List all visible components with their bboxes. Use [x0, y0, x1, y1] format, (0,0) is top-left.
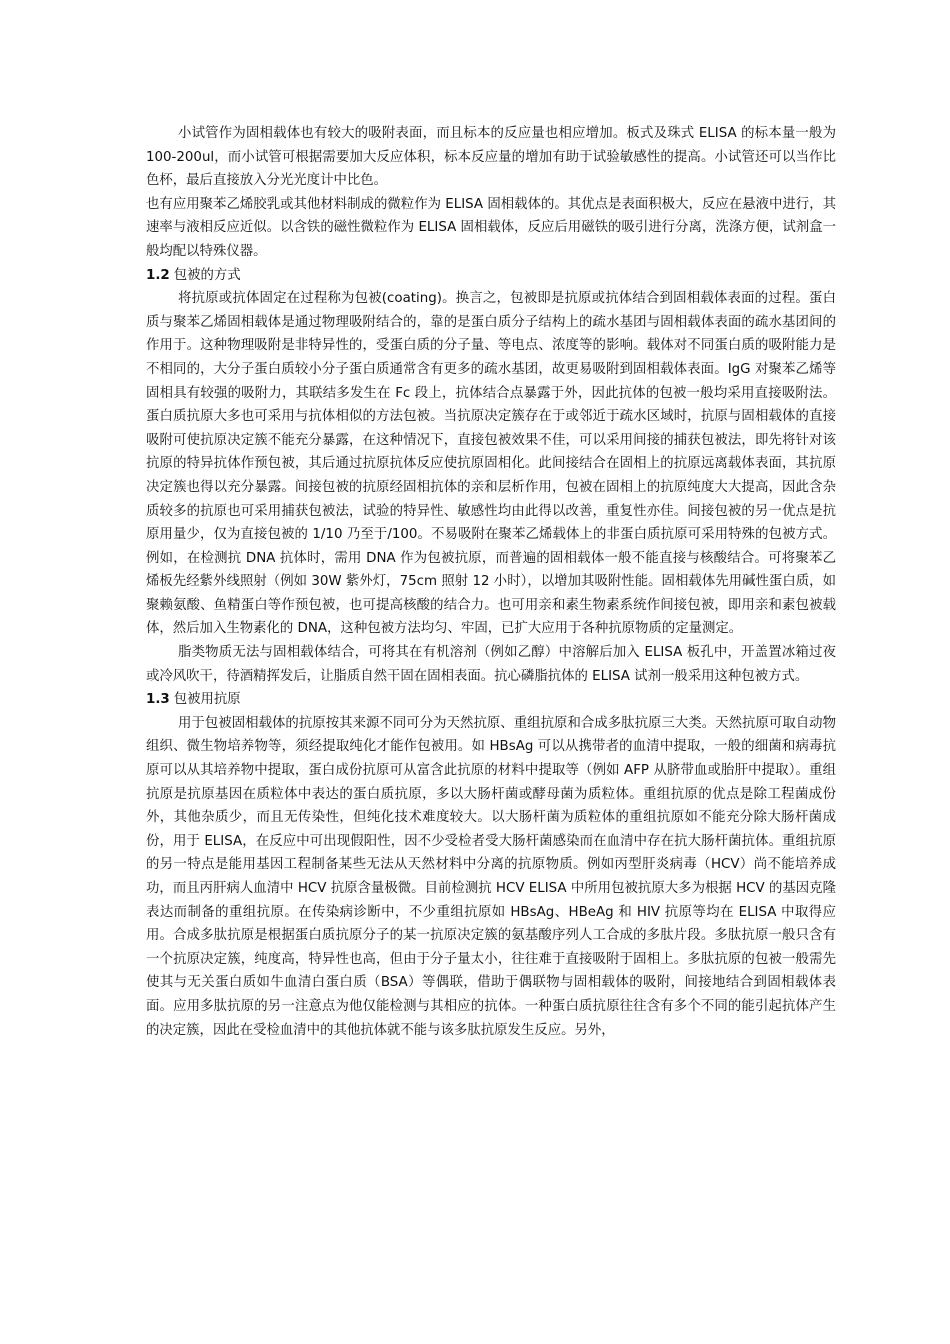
paragraph-coating-method: 将抗原或抗体固定在过程称为包被(coating)。换言之，包被即是抗原或抗体结合到固相载体表面的过程。蛋白质与聚苯乙烯固相载体是通过物理吸附结合的，靠的是蛋白质分子结构上的疏水基团与固相载体表面的疏水基团间的作用于。这种物理吸附是非特异性的，受蛋白质的分子量、等电点、浓度等的影响。载体对不同蛋白质的吸附能力是不相同的，大分子蛋白质较小分子蛋白质通常含有更多的疏水基团，故更易吸附到固相载体表面。IgG 对聚苯乙烯等固相具有较强的吸附力，其联结多发生在 Fc 段上，抗体结合点暴露于外，因此抗体的包被一般均采用直接吸附法。蛋白质抗原大多也可采用与抗体相似的方法包被。当抗原决定簇存在于或邻近于疏水区域时，抗原与固相载体的直接吸附可使抗原决定簇不能充分暴露，在这种情况下，直接包被效果不佳，可以采用间接的捕获包被法，即先将针对该抗原的特异抗体作预包被，其后通过抗原抗体反应使抗原固相化。此间接结合在固相上的抗原远离载体表面，其抗原决定簇也得以充分暴露。间接包被的抗原经固相抗体的亲和层析作用，包被在固相上的抗原纯度大大提高，因此含杂质较多的抗原也可采用捕获包被法，试验的特异性、敏感性均由此得以改善，重复性亦佳。间接包被的另一优点是抗原用量少，仅为直接包被的 1/10 乃至于/100。不易吸附在聚苯乙烯载体上的非蛋白质抗原可采用特殊的包被方式。例如，在检测抗 DNA 抗体时，需用 DNA 作为包被抗原，而普遍的固相载体一般不能直接与核酸结合。可将聚苯乙烯板先经紫外线照射（例如 30W 紫外灯，75cm 照射 12 小时），以增加其吸附性能。固相载体先用碱性蛋白质，如聚赖氨酸、鱼精蛋白等作预包被，也可提高核酸的结合力。也可用亲和素生物素系统作间接包被，即用亲和素包被载体，然后加入生物素化的 DNA，这种包被方法均匀、牢固，已扩大应用于各种抗原物质的定量测定。: [146, 291, 836, 637]
paragraph-coating-antigen: 用于包被固相载体的抗原按其来源不同可分为天然抗原、重组抗原和合成多肽抗原三大类。天然抗原可取自动物组织、微生物培养物等，须经提取纯化才能作包被用。如 HBsAg 可以从携带者的血清中提取，一般的细菌和病毒抗原可以从其培养物中提取，蛋白成份抗原可从富含此抗原的材料中提取等（例如 AFP 从脐带血或胎肝中提取）。重组抗原是抗原基因在质粒体中表达的蛋白质抗原，多以大肠杆菌或酵母菌为质粒体。重组抗原的优点是除工程菌成份外，其他杂质少，而且无传染性，但纯化技术难度较大。以大肠杆菌为质粒体的重组抗原如不能充分除大肠杆菌成份，用于 ELISA，在反应中可出现假阳性，因不少受检者受大肠杆菌感染而在血清中存在抗大肠杆菌抗体。重组抗原的另一特点是能用基因工程制备某些无法从天然材料中分离的抗原物质。例如丙型肝炎病毒（HCV）尚不能培养成功，而且丙肝病人血清中 HCV 抗原含量极微。目前检测抗 HCV ELISA 中所用包被抗原大多为根据 HCV 的基因克隆表达而制备的重组抗原。在传染病诊断中，不少重组抗原如 HBsAg、HBeAg 和 HIV 抗原等均在 ELISA 中取得应用。合成多肽抗原是根据蛋白质抗原分子的某一抗原决定簇的氨基酸序列人工合成的多肽片段。多肽抗原一般只含有一个抗原决定簇，纯度高，特异性也高，但由于分子量太小，往往难于直接吸附于固相上。多肽抗原的包被一般需先使其与无关蛋白质如牛血清白蛋白质（BSA）等偶联，借助于偶联物与固相载体的吸附，间接地结合到固相载体表面。应用多肽抗原的另一注意点为他仅能检测与其相应的抗体。一种蛋白质抗原往往含有多个不同的能引起抗体产生的决定簇，因此在受检血清中的其他抗体就不能与该多肽抗原发生反应。另外，: [146, 715, 836, 1038]
section-heading-1-3: [146, 688, 836, 712]
paragraph-lipid-coating: 脂类物质无法与固相载体结合，可将其在有机溶剂（例如乙醇）中溶解后加入 ELISA 板孔中，开盖置冰箱过夜或冷风吹干，待酒精挥发后，让脂质自然干固在固相表面。抗心磷脂抗体的 ELISA 试剂一般采用这种包被方式。: [146, 645, 836, 684]
section-title: 包被用抗原: [173, 692, 241, 708]
section-heading-1-2: [146, 264, 836, 288]
section-number: 1.3: [146, 692, 170, 708]
paragraph-microparticle: 也有应用聚苯乙烯胶乳或其他材料制成的微粒作为 ELISA 固相载体的。其优点是表面积极大，反应在悬液中进行，其速率与液相反应近似。以含铁的磁性微粒作为 ELISA 固相载体，反应后用磁铁的吸引进行分离，洗涤方便，试剂盒一般均配以特殊仪器。: [146, 196, 836, 259]
section-number: 1.2: [146, 267, 170, 283]
paragraph-small-tube: 小试管作为固相载体也有较大的吸附表面，而且标本的反应量也相应增加。板式及珠式 ELISA 的标本量一般为 100-200ul，而小试管可根据需要加大反应体积，标本反应量的增加有助于试验敏感性的提高。小试管还可以当作比色杯，最后直接放入分光光度计中比色。: [146, 126, 836, 189]
section-title: 包被的方式: [173, 267, 241, 283]
